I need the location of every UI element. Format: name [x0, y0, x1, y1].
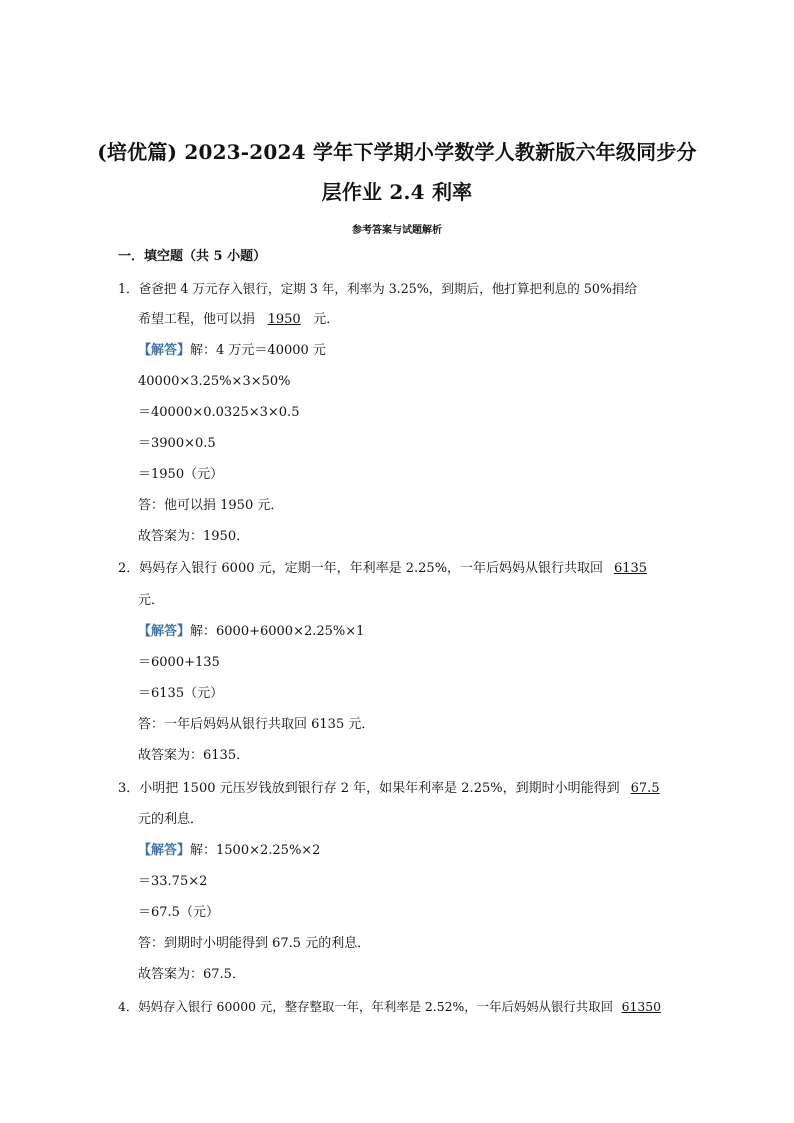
q2-step-4: 故答案为：6135． [138, 748, 250, 763]
document-title-line1: (培优篇) 2023-2024 学年下学期小学数学人教新版六年级同步分 [97, 140, 697, 164]
q3-text-main: 3．小明把 1500 元压岁钱放到银行存 2 年，如果年利率是 2.25%，到期时小明能得到 [118, 781, 620, 796]
q1-text: 1．爸爸把 4 万元存入银行，定期 3 年，利率为 3.25%，到期后，他打算把利息的 50%捐给 [118, 281, 638, 296]
q3-answer: 67.5 [630, 781, 660, 796]
q2-text-main: 2．妈妈存入银行 6000 元，定期一年，年利率是 2.25%，一年后妈妈从银行共取回 [118, 561, 604, 576]
q2-answer: 6135 [613, 561, 648, 576]
document-subtitle: 参考答案与试题解析 [352, 225, 442, 236]
section-heading: 一．填空题（共 5 小题） [118, 249, 267, 264]
q1-step-5: 答：他可以捐 1950 元． [138, 498, 284, 513]
q2-step-2: ＝6135（元） [138, 686, 224, 701]
q2-solution-first [138, 623, 364, 641]
q1-step-4: ＝1950（元） [138, 467, 224, 482]
q1-solution-first [138, 342, 326, 360]
q1-step-0: 解：4 万元＝40000 元 [190, 343, 326, 358]
q2-answer-tag: 【解答】 [138, 624, 191, 639]
q3-step-2: ＝67.5（元） [138, 905, 219, 920]
q3-step-3: 答：到期时小明能得到 67.5 元的利息． [138, 936, 371, 951]
q1-text-pre: 希望工程，他可以捐 [138, 312, 256, 327]
q1-text-cont [138, 311, 339, 329]
q3-solution-first [138, 842, 320, 860]
q1-step-2: ＝40000×0.0325×3×0.5 [138, 405, 300, 420]
document-title-line2: 层作业 2.4 利率 [321, 180, 473, 204]
q3-step-0: 解：1500×2.25%×2 [190, 843, 321, 858]
q3-text [118, 780, 660, 798]
q2-text [118, 560, 647, 578]
q1-step-1: 40000×3.25%×3×50% [138, 374, 291, 389]
q1-step-6: 故答案为：1950． [138, 529, 250, 544]
q3-step-4: 故答案为：67.5． [138, 967, 245, 982]
q3-step-1: ＝33.75×2 [138, 874, 208, 889]
q2-step-1: ＝6000+135 [138, 655, 220, 670]
q4-text [118, 998, 661, 1016]
q3-answer-tag: 【解答】 [138, 843, 191, 858]
q2-step-3: 答：一年后妈妈从银行共取回 6135 元． [138, 717, 375, 732]
q3-text-cont: 元的利息． [138, 812, 204, 827]
q2-text-cont: 元． [138, 593, 165, 608]
q4-text-main: 4．妈妈存入银行 60000 元，整存整取一年，年利率是 2.52%，一年后妈妈从银行共取回 [118, 999, 613, 1014]
q1-text-post: 元． [313, 312, 340, 327]
q1-answer: 1950 [267, 312, 301, 327]
q4-answer: 61350 [621, 999, 661, 1014]
q2-step-0: 解：6000+6000×2.25%×1 [190, 624, 365, 639]
q1-step-3: ＝3900×0.5 [138, 436, 216, 451]
q1-answer-tag: 【解答】 [138, 343, 191, 358]
